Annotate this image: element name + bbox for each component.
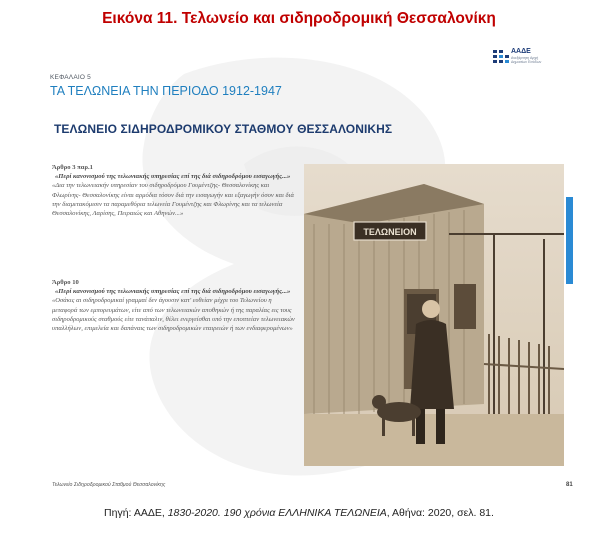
- customs-station-photo: [304, 164, 564, 466]
- article-heading: Άρθρο 3 παρ.1: [52, 164, 93, 171]
- page-number: 81: [566, 482, 573, 488]
- source-prefix: Πηγή: ΑΑΔΕ,: [104, 507, 168, 519]
- source-suffix: , Αθήνα: 2020, σελ. 81.: [386, 507, 494, 519]
- source-citation: [0, 507, 598, 519]
- source-title: 1830-2020. 190 χρόνια ΕΛΛΗΝΙΚΑ ΤΕΛΩΝΕΙΑ: [167, 507, 387, 519]
- article-quote: «Δια την τελωνειακήν υπηρεσίαν του σιδηροδρόμου Γουμέντζης- Θεσσαλονίκης και Φλωρίνης- Θεσσαλονίκης είναι αρμόδια τόσον διά την εισαγωγήν και εξαγωγήν όσον και διά την διαμετακόμισιν τα παραμεθόρια τελωνεία Γουμέντζης και Φλωρίνης και τα τελωνεία Θεσσαλονίκης, Λαρίσης, Πειραιώς και Αθηνών...»: [52, 182, 294, 218]
- article-heading: Άρθρο 10: [52, 279, 79, 286]
- photo-sign-text: ΤΕΛΩΝΕΙΟΝ: [363, 227, 417, 237]
- chapter-side-marker: [566, 197, 573, 284]
- photo-caption: Τελωνείο Σιδηροδρομικού Σταθμού Θεσσαλονίκης: [52, 482, 166, 488]
- article-subheading: «Περί κανονισμού της τελωνιακής υπηρεσίας επί της διά σιδηροδρόμου εισαγωγής...»: [55, 288, 291, 296]
- logo-subtitle-line-1: Ανεξάρτητη Αρχή: [511, 56, 539, 60]
- article-quote: «Οσάκις αι σιδηροδρομικαί γραμμαί δεν άγουσιν κατ' ευθείαν μέχρι του Τελωνείου η μεταφορά των εμπορευμάτων, είτε από των τελωνειακών αποθηκών ή της παραλίας εις τους σιδηροδρομικούς σταθμούς είτε τανάπαλιν, θέλει ενεργείσθαι υπό την εποπτείαν τελωνειακών υπαλλήλων, επιμελεία και δαπάναις των σιδηροδρομικών εταιρειών ή των ενδιαφερομένων»: [52, 297, 295, 333]
- logo-subtitle-line-2: Δημοσίων Εσόδων: [511, 60, 542, 65]
- figure-title: Εικόνα 11. Τελωνείο και σιδηροδρομική Θεσσαλονίκη: [102, 10, 496, 27]
- section-title: ΤΕΛΩΝΕΙΟ ΣΙΔΗΡΟΔΡΟΜΙΚΟΥ ΣΤΑΘΜΟΥ ΘΕΣΣΑΛΟΝΙΚΗΣ: [54, 122, 393, 136]
- chapter-title: ΤΑ ΤΕΛΩΝΕΙΑ ΤΗΝ ΠΕΡΙΟΔΟ 1912-1947: [50, 84, 282, 98]
- article-2: [52, 278, 298, 333]
- article-1: [52, 163, 298, 218]
- logo-subtitle: [511, 56, 559, 65]
- book-page: [24, 34, 580, 496]
- article-subheading: «Περί κανονισμού της τελωνιακής υπηρεσίας επί της διά σιδηροδρόμου εισαγωγής...»: [55, 173, 291, 181]
- chapter-label: ΚΕΦΑΛΑΙΟ 5: [50, 74, 91, 81]
- logo-name: ΑΑΔΕ: [511, 48, 531, 55]
